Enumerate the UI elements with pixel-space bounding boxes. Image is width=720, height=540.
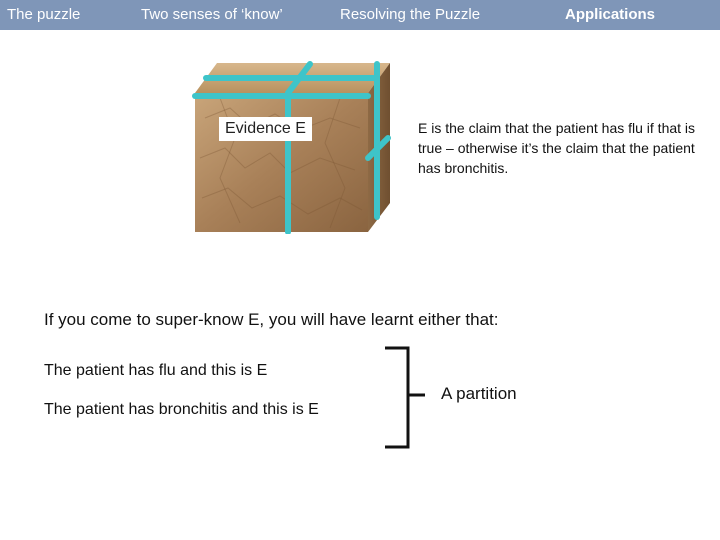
- option-flu: The patient has flu and this is E: [44, 362, 268, 379]
- right-brace: [385, 345, 425, 450]
- nav-tab-two-senses-of-know[interactable]: Two senses of ‘know’: [141, 6, 283, 23]
- top-nav-bar: [0, 0, 720, 30]
- nav-tab-the-puzzle[interactable]: The puzzle: [7, 6, 81, 23]
- wrapped-box-illustration: [190, 48, 402, 234]
- evidence-description: E is the claim that the patient has flu if that is true – otherwise it’s the claim that the patient has bronchitis.: [418, 120, 696, 176]
- nav-tab-applications[interactable]: Applications: [565, 6, 656, 23]
- option-bronchitis: The patient has bronchitis and this is E: [44, 401, 319, 418]
- super-know-intro-text: If you come to super-know E, you will have learnt either that:: [44, 310, 499, 329]
- nav-tab-resolving-the-puzzle[interactable]: Resolving the Puzzle: [340, 6, 481, 23]
- box-front-face: [195, 93, 368, 232]
- partition-label: A partition: [441, 384, 517, 403]
- evidence-box-label: Evidence E: [219, 117, 312, 141]
